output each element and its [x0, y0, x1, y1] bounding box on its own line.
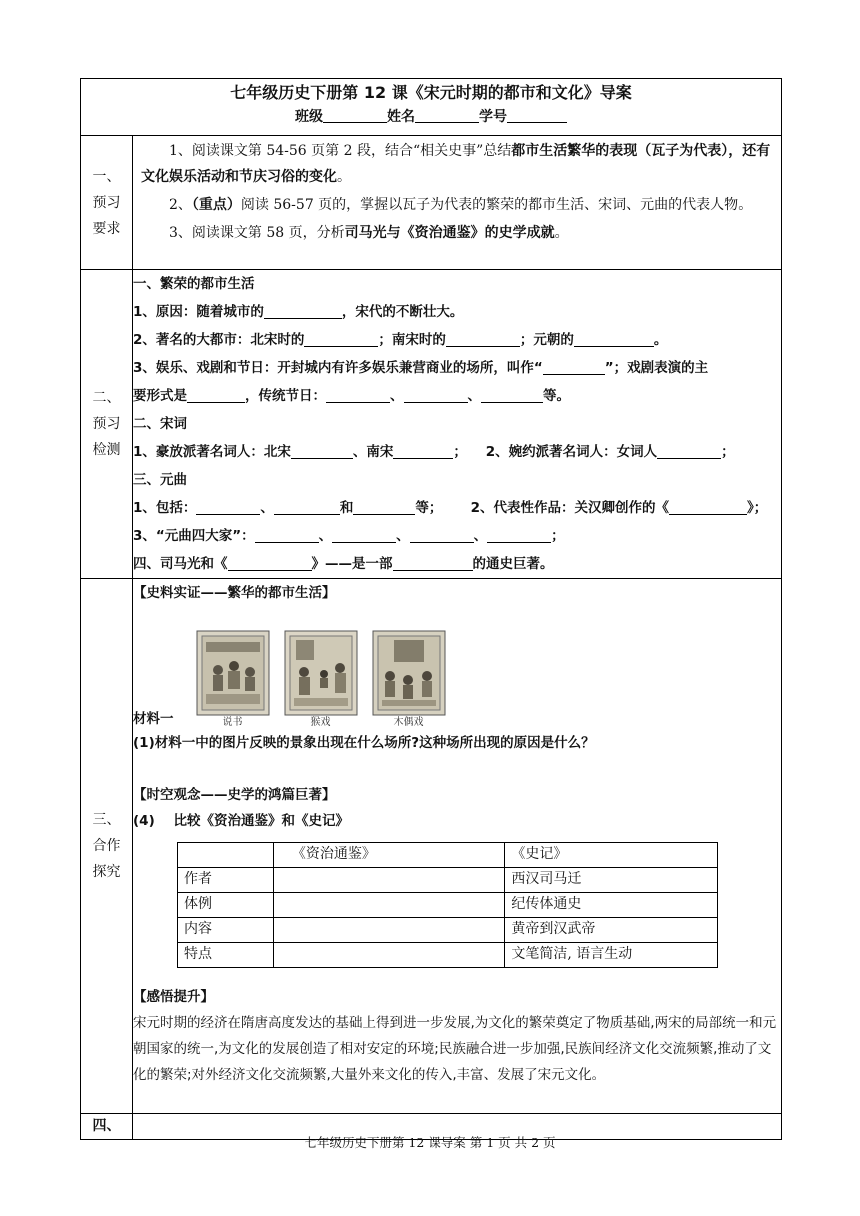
question-1-2: 2、著名的大都市：北宋时的 ；南宋时的 ；元朝的 。	[133, 332, 668, 348]
material-one-row	[133, 606, 781, 730]
answer-blank[interactable]	[187, 388, 245, 403]
answer-blank[interactable]	[332, 528, 396, 543]
student-info-line	[81, 106, 781, 128]
answer-cell[interactable]	[273, 893, 505, 918]
answer-blank[interactable]	[669, 500, 747, 515]
answer-cell[interactable]	[273, 943, 505, 968]
question-material-one: (1)材料一中的图片反映的景象出现在什么场所?这种场所出现的原因是什么？	[133, 735, 595, 751]
answer-blank[interactable]	[543, 360, 605, 375]
name-blank[interactable]	[415, 108, 479, 123]
number-label: 学号	[479, 109, 507, 125]
question-1-1: 1、原因：随着城市的 ，宋代的不断壮大。	[133, 304, 464, 320]
heading-evidence: 【史料实证——繁华的都市生活】	[133, 585, 336, 601]
monkey-show-painting-icon	[284, 630, 358, 716]
heading-yuan-qu: 三、元曲	[133, 472, 187, 488]
answer-blank[interactable]	[291, 444, 353, 459]
worksheet	[80, 78, 781, 1140]
picture-monkey-show	[284, 630, 358, 730]
answer-blank[interactable]	[196, 500, 260, 515]
class-blank[interactable]	[323, 108, 387, 123]
picture-caption: 说书	[222, 717, 243, 728]
picture-caption: 猴戏	[310, 717, 331, 728]
answer-cell[interactable]	[273, 918, 505, 943]
table-row: 体例 纪传体通史	[178, 893, 718, 918]
question-3-2: 3、“元曲四大家”： 、 、 、 ；	[133, 528, 565, 544]
answer-blank[interactable]	[657, 444, 721, 459]
answer-blank[interactable]	[446, 332, 520, 347]
column-header: 《资治通鉴》	[273, 843, 505, 868]
heading-spacetime: 【时空观念——史学的鸿篇巨著】	[133, 787, 336, 803]
heading-reflection: 【感悟提升】	[133, 989, 214, 1005]
page-title: 七年级历史下册第 12 课《宋元时期的都市和文化》导案	[230, 83, 632, 102]
answer-blank[interactable]	[487, 528, 551, 543]
answer-blank[interactable]	[304, 332, 378, 347]
answer-blank[interactable]	[574, 332, 654, 347]
table-row: 内容 黄帝到汉武帝	[178, 918, 718, 943]
storytelling-painting-icon	[196, 630, 270, 716]
reflection-paragraph: 宋元时期的经济在隋唐高度发达的基础上得到进一步发展,为文化的繁荣奠定了物质基础,两宋的局部统一和元朝国家的统一,为文化的发展创造了相对安定的环境;民族融合进一步加强,民族间经济文化交流频繁,推动了文化的繁荣;对外经济文化交流频繁,大量外来文化的传入,丰富、发展了宋元文化。	[133, 1015, 777, 1083]
picture-puppet-show	[372, 630, 446, 730]
table-header-row	[178, 843, 718, 868]
answer-blank[interactable]	[264, 304, 342, 319]
answer-blank[interactable]	[228, 556, 312, 571]
picture-caption: 木偶戏	[393, 717, 424, 728]
section-4-label: 四、	[81, 1114, 133, 1140]
table-row: 作者 西汉司马迁	[178, 868, 718, 893]
answer-blank[interactable]	[274, 500, 340, 515]
answer-blank[interactable]	[410, 528, 474, 543]
answer-blank[interactable]	[255, 528, 319, 543]
section-1-content: 1、阅读课文第 54-56 页第 2 段，结合“相关史事”总结都市生活繁华的表现（瓦子为代表），还有文化娱乐活动和节庆习俗的变化。 2、（重点）阅读 56-57 页的，掌握以瓦子为代表的繁荣的都市生活、宋词、元曲的代表人物。 3、阅读课文第 58 页，分析司马光与《资治通鉴》的史学成就。	[133, 136, 782, 270]
answer-blank[interactable]	[393, 444, 453, 459]
material-one-label: 材料一	[133, 711, 174, 727]
question-1-3: 3、娱乐、戏剧和节日：开封城内有许多娱乐兼营商业的场所，叫作“ ”；戏剧表演的主	[133, 360, 709, 376]
section-3-content	[133, 579, 782, 1114]
answer-blank[interactable]	[326, 388, 390, 403]
number-blank[interactable]	[507, 108, 567, 123]
answer-blank[interactable]	[404, 388, 468, 403]
picture-storytelling	[196, 630, 270, 730]
answer-blank[interactable]	[393, 556, 473, 571]
header-cell	[81, 79, 782, 136]
answer-blank[interactable]	[353, 500, 415, 515]
question-2-1: 1、豪放派著名词人：北宋 、南宋 ； 2、婉约派著名词人：女词人 ；	[133, 444, 735, 460]
material-pictures	[196, 630, 446, 730]
question-3-1: 1、包括： 、 和 等； 2、代表性作品：关汉卿创作的《 》；	[133, 500, 768, 516]
page-footer: 七年级历史下册第 12 课导案 第 1 页 共 2 页	[304, 1135, 556, 1150]
name-label: 姓名	[387, 109, 415, 125]
comparison-table	[177, 842, 718, 968]
table-row: 特点 文笔简洁, 语言生动	[178, 943, 718, 968]
worksheet-table	[80, 78, 782, 1140]
puppet-show-painting-icon	[372, 630, 446, 716]
section-1-label: 一、 预习 要求	[81, 136, 133, 270]
column-header: 《史记》	[505, 843, 718, 868]
heading-song-ci: 二、宋词	[133, 416, 187, 432]
heading-city-life: 一、繁荣的都市生活	[133, 276, 255, 292]
answer-blank[interactable]	[481, 388, 543, 403]
question-compare: (4) 比较《资治通鉴》和《史记》	[133, 813, 350, 829]
section-3-label: 三、 合作 探究	[81, 579, 133, 1114]
question-1-3-cont: 要形式是 ，传统节日： 、 、 等。	[133, 388, 570, 404]
answer-cell[interactable]	[273, 868, 505, 893]
section-2-label: 二、 预习 检测	[81, 270, 133, 579]
question-4: 四、司马光和《 》——是一部 的通史巨著。	[133, 556, 554, 572]
section-2-content	[133, 270, 782, 579]
class-label: 班级	[295, 109, 323, 125]
